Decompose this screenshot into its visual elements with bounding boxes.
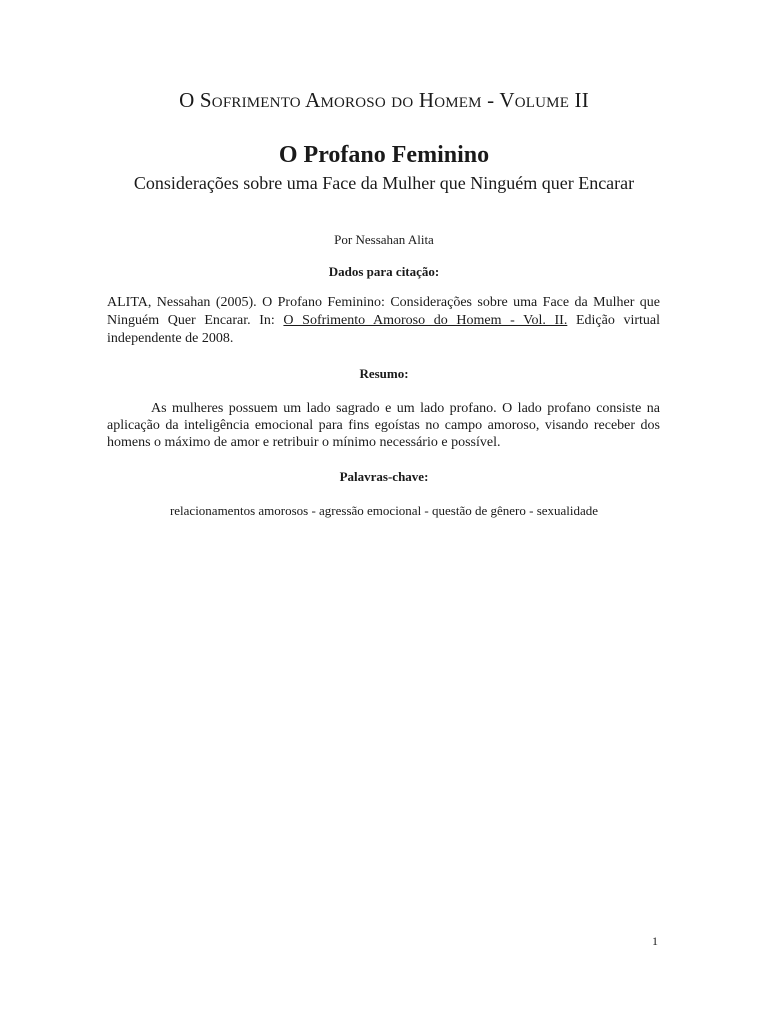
keywords-heading: Palavras-chave: [339, 469, 429, 484]
keywords-text: relacionamentos amorosos - agressão emocional - questão de gênero - sexualidade [169, 503, 599, 518]
document-title: O Profano Feminino [278, 142, 490, 168]
citation-reference: O Sofrimento Amoroso do Homem - Vol. II. [283, 313, 568, 328]
citation-text-before: ALITA, Nessahan (2005). O Profano Feminino: Considerações sobre uma Face da Mulher que Ninguém Quer Encarar. In: [107, 295, 660, 328]
citation-text [107, 294, 660, 348]
author-line: Por Nessahan Alita [334, 232, 434, 247]
abstract-text: As mulheres possuem um lado sagrado e um lado profano. O lado profano consiste na aplicação da inteligência emocional para fins egoístas no campo amoroso, visando receber dos homens o máximo de amor e retribuir o mínimo necessário e possível. [107, 401, 660, 450]
citation-text-after: Edição virtual independente de 2008. [107, 313, 660, 346]
page-number: 1 [652, 934, 658, 948]
citation-heading: Dados para citação: [328, 264, 440, 279]
document-subtitle: Considerações sobre uma Face da Mulher que Ninguém quer Encarar [133, 173, 635, 193]
book-title: O Sofrimento Amoroso do Homem - Volume II [179, 88, 589, 112]
abstract-heading: Resumo: [359, 366, 409, 381]
